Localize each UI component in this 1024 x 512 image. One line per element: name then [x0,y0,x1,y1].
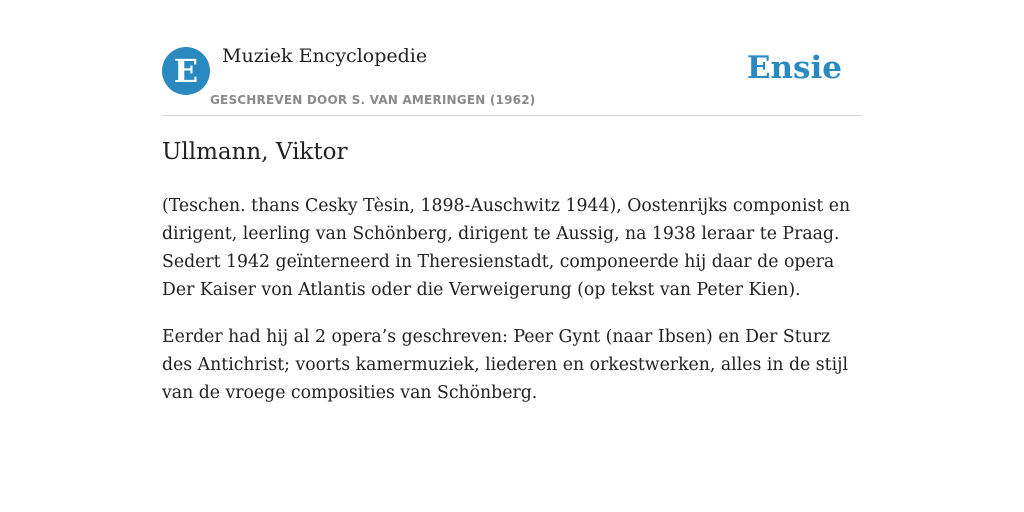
article-title: Ullmann, Viktor [162,139,348,165]
article-paragraph: Eerder had hij al 2 opera’s geschreven: Peer Gynt (naar Ibsen) en Der Sturz des Antichrist; voorts kamermuziek, liederen en orkestwerken, alles in de stijl van de vroege composities van Schönberg. [162,327,848,403]
article-paragraph: (Teschen. thans Cesky Tèsin, 1898-Auschwitz 1944), Oostenrijks componist en dirigent, leerling van Schönberg, dirigent te Aussig, na 1938 leraar te Praag. Sedert 1942 geïnterneerd in Theresienstadt, componeerde hij daar de opera Der Kaiser von Atlantis oder die Verweigerung (op tekst van Peter Kien). [162,196,851,300]
author-line: GESCHREVEN DOOR S. VAN AMERINGEN (1962) [210,93,536,107]
encyclopedia-logo-icon[interactable]: E [162,47,210,95]
content-container [162,0,862,403]
encyclopedia-title[interactable]: Muziek Encyclopedie [222,45,428,67]
article-body [162,192,862,426]
header [162,0,862,116]
brand-logo[interactable]: Ensie [746,50,842,86]
